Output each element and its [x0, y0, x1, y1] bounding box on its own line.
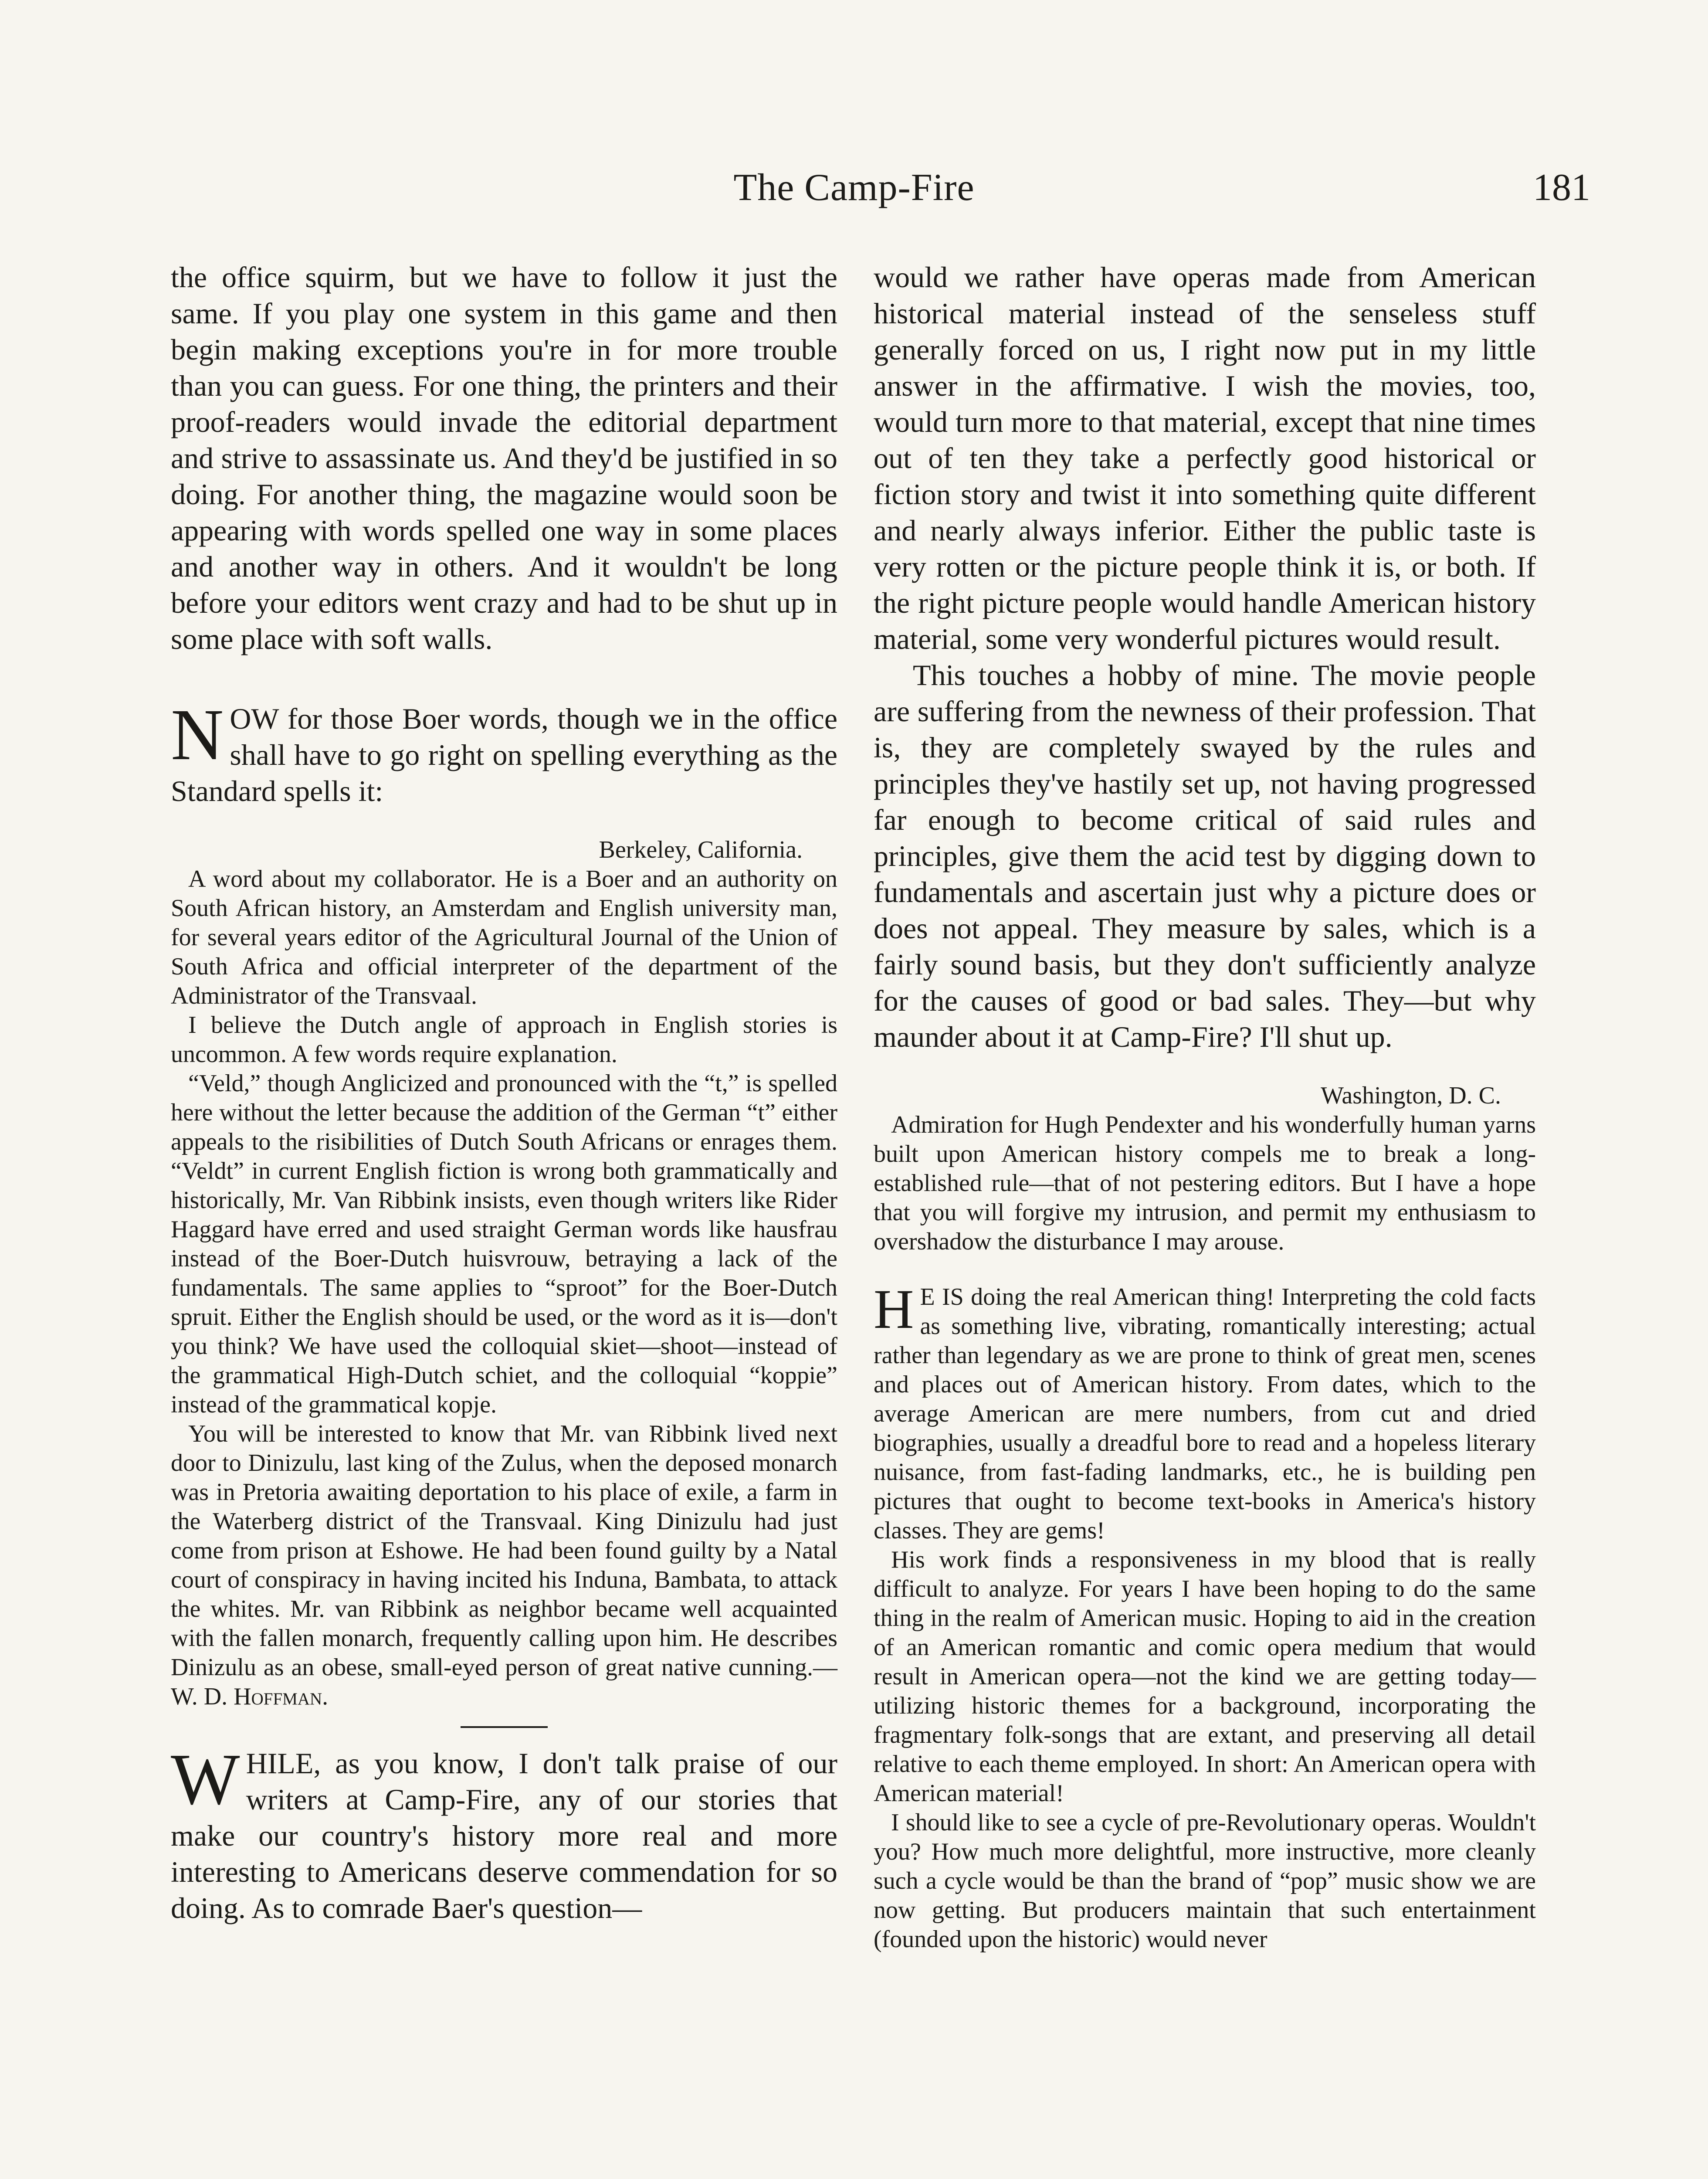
editorial-paragraph: This touches a hobby of mine. The movie people are suffering from the newness of their profession. That is, they are completely swayed by the rules and principles they've hastily set up, not having progressed far enough to become critical of said rules and principles, give them the acid test by digging down to fundamentals and ascertain just why a picture does or does not appeal. They measure by sales, which is a fairly sound basis, but they don't sufficiently analyze for the causes of good or bad sales. They—but why maunder about it at Camp-Fire? I'll shut up.: [874, 658, 1536, 1053]
boer-words-text: OW for those Boer words, though we in the office shall have to go right on spelling everything as the Standard spells it:: [171, 702, 837, 808]
while-text: HILE, as you know, I don't talk praise of our writers at Camp-Fire, any of our stories that make our country's history more real and more interesting to Americans deserve commendation for so doing. As to comrade Baer's question—: [171, 1747, 837, 1924]
right-column: [874, 259, 1536, 1954]
while-paragraph: [171, 1739, 837, 1926]
letter-dateline-washington: Washington, D. C.: [1321, 1082, 1501, 1109]
page-number: 181: [1533, 166, 1590, 209]
letter-paragraph: A word about my collaborator. He is a Boer and an authority on South African history, an Amsterdam and English university man, for several years editor of the Agricultural Journal of the Union of South Africa and official interpreter of the department of the Administrator of the Transvaal.: [171, 865, 837, 1009]
letter-paragraph: I believe the Dutch angle of approach in English stories is uncommon. A few words require explanation.: [171, 1011, 837, 1068]
letter-paragraph-text: You will be interested to know that Mr. van Ribbink lived next door to Dinizulu, last king of the Zulus, when the deposed monarch was in Pretoria awaiting deportation to his place of exile, a farm in the Waterberg district of the Transvaal. King Dinizulu had just come from prison at Eshowe. He had been found guilty by a Natal court of conspiracy in having incited his Induna, Bambata, to attack the whites. Mr. van Ribbink as neighbor became well acquainted with the fallen monarch, frequently calling upon him. He describes Dinizulu as an obese, small-eyed person of great native cunning.: [171, 1420, 837, 1681]
left-column: [171, 259, 837, 1926]
letter-paragraph: [171, 1419, 837, 1711]
boer-words-intro: [171, 694, 837, 809]
letter-paragraph: I should like to see a cycle of pre-Revolutionary operas. Wouldn't you? How much more delightful, more instructive, more cleanly such a cycle would be than the brand of “pop” music show we are now getting. But producers maintain that such entertainment (founded upon the historic) would never: [874, 1809, 1536, 1953]
letter-paragraph: Admiration for Hugh Pendexter and his wonderfully human yarns built upon American history compels me to break a long-established rule—that of not pestering editors. But I have a hope that you will forgive my intrusion, and permit my enthusiasm to overshadow the disturbance I may arouse.: [874, 1111, 1536, 1255]
letter-dateline-berkeley: Berkeley, California.: [599, 836, 803, 863]
drop-cap-h: H: [874, 1278, 914, 1340]
section-divider: [461, 1726, 548, 1728]
drop-cap-w: W: [171, 1739, 240, 1820]
he-paragraph: [874, 1278, 1536, 1545]
letter-signature-end: .: [322, 1683, 329, 1710]
letter-signature-name: Hoffman: [234, 1683, 322, 1710]
he-text: E IS doing the real American thing! Interpreting the cold facts as something live, vibrating, romantically interesting; actual rather than legendary as we are prone to think of great men, scenes and places out of American history. From dates, which to the average American are mere numbers, from cut and dried biographies, usually a dreadful bore to read and a hopeless literary nuisance, from fast-fading landmarks, etc., he is building pen pictures that ought to become text-books in America's history classes. They are gems!: [874, 1283, 1536, 1544]
letter-paragraph: His work finds a responsiveness in my blood that is really difficult to analyze. For years I have been hoping to do the same thing in the realm of American music. Hoping to aid in the creation of an American romantic and comic opera medium that would result in American opera—not the kind we are getting today—utilizing historic themes for a background, incorporating the fragmentary folk-songs that are extant, and preserving all detail relative to each theme employed. In short: An American opera with American material!: [874, 1546, 1536, 1807]
running-header-title: The Camp-Fire: [733, 166, 975, 209]
letter-paragraph: “Veld,” though Anglicized and pronounced with the “t,” is spelled here without the letter because the addition of the German “t” either appeals to the risibilities of Dutch South Africans or enrages them. “Veldt” in current English fiction is wrong both grammatically and historically, Mr. Van Ribbink insists, even though writers like Rider Haggard have erred and used straight German words like hausfrau instead of the Boer-Dutch huisvrouw, betraying a lack of the fundamentals. The same applies to “sproot” for the Boer-Dutch spruit. Either the English should be used, or the word as it is—don't you think? We have used the colloquial skiet—shoot—instead of the grammatical High-Dutch schiet, and the colloquial “koppie” instead of the grammatical kopje.: [171, 1070, 837, 1418]
letter-signature-prefix: —W. D.: [171, 1654, 837, 1710]
editorial-paragraph: the office squirm, but we have to follow it just the same. If you play one system in this game and then begin making exceptions you're in for more trouble than you can guess. For one thing, the printers and their proof-readers would invade the editorial department and strive to assassinate us. And they'd be justified in so doing. For another thing, the magazine would soon be appearing with words spelled one way in some places and another way in others. And it wouldn't be long before your editors went crazy and had to be shut up in some place with soft walls.: [171, 261, 837, 655]
editorial-paragraph: would we rather have operas made from American historical material instead of the senseless stuff generally forced on us, I right now put in my little answer in the affirmative. I wish the movies, too, would turn more to that material, except that nine times out of ten they take a perfectly good historical or fiction story and twist it into something quite different and nearly always inferior. Either the public taste is very rotten or the picture people think it is, or both. If the right picture people would handle American history material, some very wonderful pictures would result.: [874, 261, 1536, 655]
drop-cap-n: N: [171, 694, 224, 775]
